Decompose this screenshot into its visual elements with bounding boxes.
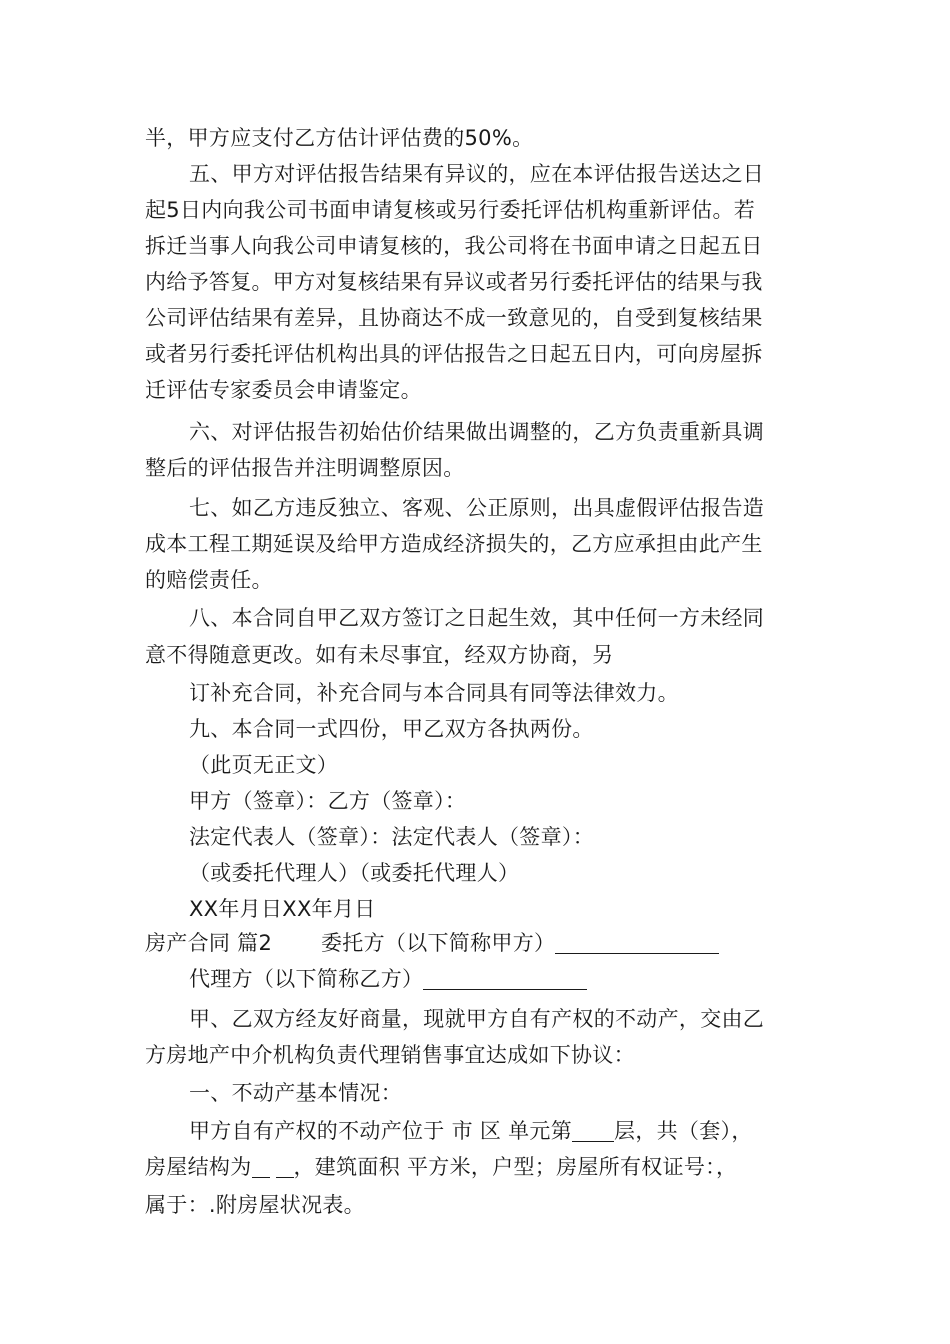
no-body-note: （此页无正文） [189,753,339,777]
clause-8-line: 八、本合同自甲乙双方签订之日起生效，其中任何一方未经同 [189,606,765,630]
text-line: 方房地产中介机构负责代理销售事宜达成如下协议： [145,1043,635,1067]
section-2-heading-row [145,925,719,961]
text-line: 的赔偿责任。 [145,568,273,592]
property-location-text: 甲方自有产权的不动产位于 市 区 单元第 [189,1119,573,1143]
structure-blank-2 [276,1153,294,1178]
text-line: 或者另行委托评估机构出具的评估报告之日起五日内，可向房屋拆 [145,342,763,366]
signature-party-line: 甲方（签章）：乙方（签章）： [189,789,467,813]
structure-label: 房屋结构为 [145,1155,252,1179]
signature-date-line: XX年月日XX年月日 [189,897,376,921]
text-line: 公司评估结果有差异，且协商达不成一致意见的，自受到复核结果 [145,306,763,330]
section-2-title: 房产合同 篇2 [145,931,273,955]
text-line: 成本工程工期延误及给甲方造成经济损失的，乙方应承担由此产生 [145,532,763,556]
intro-line: 甲、乙双方经友好商量，现就甲方自有产权的不动产，交由乙 [189,1007,765,1031]
text-line: 拆迁当事人向我公司申请复核的，我公司将在书面申请之日起五日 [145,234,763,258]
text-line: 起5日内向我公司书面申请复核或另行委托评估机构重新评估。若 [145,198,756,222]
text-line: 半，甲方应支付乙方估计评估费的50%。 [145,126,534,150]
text-line: 意不得随意更改。如有未尽事宜，经双方协商，另 [145,643,614,667]
property-owner-line: 属于：.附房屋状况表。 [145,1193,365,1217]
agent-row [189,961,587,997]
property-heading: 一、不动产基本情况： [189,1081,402,1105]
agent-label: 代理方（以下简称乙方） [189,967,424,991]
text-line: 订补充合同，补充合同与本合同具有同等法律效力。 [189,681,679,705]
floor-blank [572,1117,614,1142]
clause-6-line: 六、对评估报告初始估价结果做出调整的，乙方负责重新具调 [189,420,765,444]
agent-blank [423,965,587,990]
client-blank [555,929,719,954]
clause-5-line: 五、甲方对评估报告结果有异议的，应在本评估报告送达之日 [189,162,765,186]
clause-9-line: 九、本合同一式四份，甲乙双方各执两份。 [189,717,594,741]
structure-blank-1 [252,1153,270,1178]
text-line: 迁评估专家委员会申请鉴定。 [145,378,422,402]
property-structure-line [145,1149,737,1185]
text-line: 整后的评估报告并注明调整原因。 [145,456,465,480]
client-label: 委托方（以下简称甲方） [321,931,556,955]
signature-agent-line: （或委托代理人）（或委托代理人） [189,861,520,885]
clause-7-line: 七、如乙方违反独立、客观、公正原则，出具虚假评估报告造 [189,496,765,520]
property-location-line [189,1113,753,1149]
signature-rep-line: 法定代表人（签章）：法定代表人（签章）： [189,825,594,849]
text-line: 内给予答复。甲方对复核结果有异议或者另行委托评估的结果与我 [145,270,763,294]
property-units-text: 层，共（套）， [614,1119,753,1143]
area-text: ，建筑面积 平方米，户型；房屋所有权证号：， [293,1155,738,1179]
